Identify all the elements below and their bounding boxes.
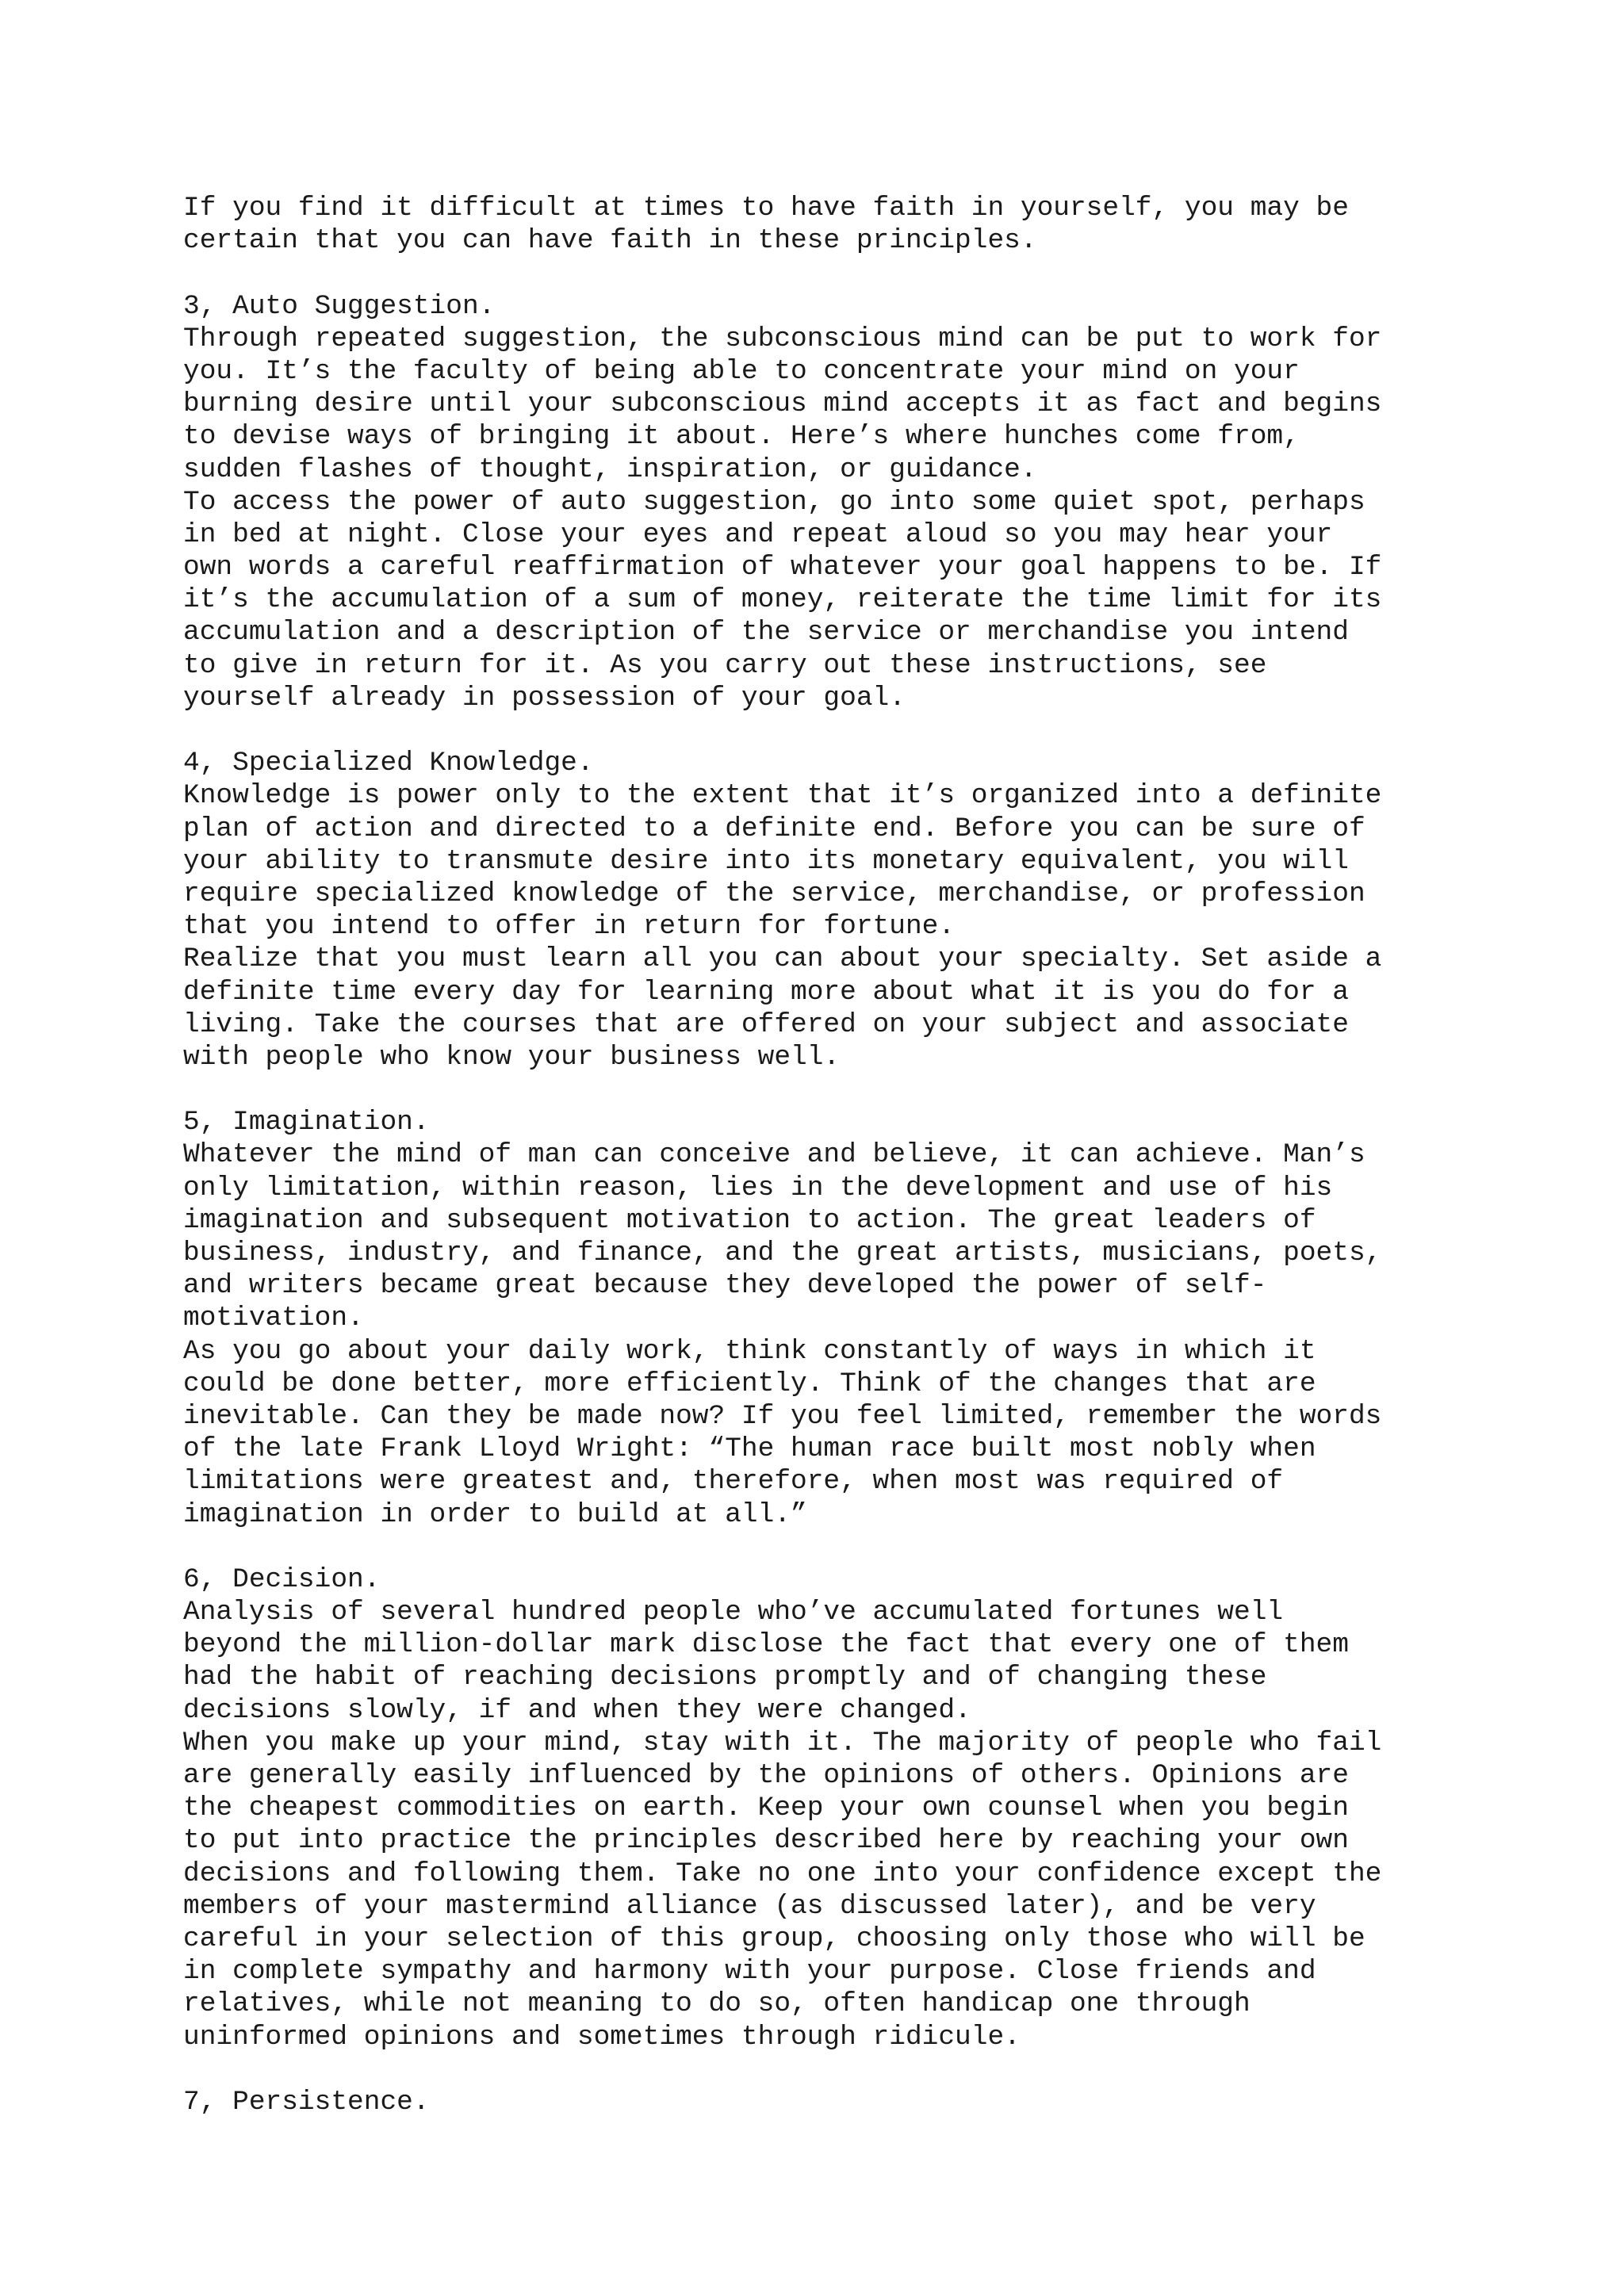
document-body (183, 192, 1484, 2118)
text-line: yourself already in possession of your goal. (183, 682, 906, 714)
section-persistence (183, 2086, 1484, 2118)
text-line: uninformed opinions and sometimes through ridicule. (183, 2021, 1021, 2053)
text-line: in complete sympathy and harmony with your purpose. Close friends and (183, 1956, 1316, 1988)
paragraph-gap (183, 714, 1484, 747)
text-line: decisions and following them. Take no one into your confidence except the (183, 1858, 1382, 1889)
text-line: had the habit of reaching decisions promptly and of changing these (183, 1662, 1267, 1693)
text-line: burning desire until your subconscious mind accepts it as fact and begins (183, 388, 1382, 420)
text-line: business, industry, and finance, and the great artists, musicians, poets, (183, 1238, 1382, 1269)
text-line: Through repeated suggestion, the subconscious mind can be put to work for (183, 323, 1382, 354)
section-decision (183, 1563, 1484, 2053)
section-heading: 7, Persistence. (183, 2086, 430, 2118)
text-line: your ability to transmute desire into its monetary equivalent, you will (183, 845, 1349, 877)
intro-paragraph (183, 192, 1484, 257)
text-line: decisions slowly, if and when they were changed. (183, 1694, 971, 1726)
text-line: As you go about your daily work, think constantly of ways in which it (183, 1335, 1316, 1367)
text-line: plan of action and directed to a definite end. Before you can be sure of (183, 813, 1365, 844)
section-heading: 6, Decision. (183, 1563, 381, 1595)
text-line: inevitable. Can they be made now? If you feel limited, remember the words (183, 1400, 1382, 1432)
text-line: could be done better, more efficiently. Think of the changes that are (183, 1368, 1316, 1399)
text-line: Knowledge is power only to the extent that it’s organized into a definite (183, 780, 1382, 812)
text-line: certain that you can have faith in these principles. (183, 225, 1037, 257)
text-line: require specialized knowledge of the service, merchandise, or profession (183, 878, 1365, 909)
text-line: To access the power of auto suggestion, go into some quiet spot, perhaps (183, 486, 1365, 518)
text-line: If you find it difficult at times to have faith in yourself, you may be (183, 193, 1349, 224)
paragraph-gap (183, 1531, 1484, 1563)
text-line: and writers became great because they developed the power of self- (183, 1270, 1267, 1302)
text-line: the cheapest commodities on earth. Keep your own counsel when you begin (183, 1793, 1349, 1824)
section-auto-suggestion (183, 290, 1484, 714)
text-line: limitations were greatest and, therefore, when most was required of (183, 1466, 1284, 1498)
text-line: definite time every day for learning more about what it is you do for a (183, 976, 1349, 1008)
text-line: careful in your selection of this group, choosing only those who will be (183, 1923, 1365, 1954)
text-line: Whatever the mind of man can conceive and believe, it can achieve. Man’s (183, 1139, 1365, 1171)
text-line: it’s the accumulation of a sum of money, reiterate the time limit for its (183, 584, 1382, 616)
text-line: own words a careful reaffirmation of whatever your goal happens to be. If (183, 552, 1382, 584)
section-heading: 3, Auto Suggestion. (183, 290, 496, 322)
paragraph-gap (183, 1073, 1484, 1106)
text-line: in bed at night. Close your eyes and repeat aloud so you may hear your (183, 519, 1333, 550)
text-line: to give in return for it. As you carry out these instructions, see (183, 649, 1267, 681)
section-heading: 5, Imagination. (183, 1107, 430, 1138)
text-line: beyond the million-dollar mark disclose the fact that every one of them (183, 1629, 1349, 1661)
text-line: that you intend to offer in return for fortune. (183, 911, 956, 943)
text-line: with people who know your business well. (183, 1041, 841, 1073)
section-heading: 4, Specialized Knowledge. (183, 748, 594, 779)
text-line: of the late Frank Lloyd Wright: “The human race built most nobly when (183, 1433, 1316, 1465)
text-line: living. Take the courses that are offered on your subject and associate (183, 1008, 1349, 1040)
text-line: members of your mastermind alliance (as discussed later), and be very (183, 1890, 1316, 1922)
text-line: to put into practice the principles described here by reaching your own (183, 1825, 1349, 1857)
text-line: you. It’s the faculty of being able to concentrate your mind on your (183, 355, 1300, 387)
text-line: imagination in order to build at all.” (183, 1498, 807, 1530)
text-line: motivation. (183, 1303, 364, 1334)
text-line: When you make up your mind, stay with it. The majority of people who fail (183, 1727, 1382, 1758)
text-line: Analysis of several hundred people who’ve accumulated fortunes well (183, 1597, 1284, 1628)
text-line: are generally easily influenced by the opinions of others. Opinions are (183, 1760, 1349, 1791)
section-specialized-knowledge (183, 747, 1484, 1073)
text-line: Realize that you must learn all you can about your specialty. Set aside a (183, 943, 1382, 975)
paragraph-gap (183, 257, 1484, 289)
text-line: only limitation, within reason, lies in the development and use of his (183, 1172, 1333, 1203)
paragraph-gap (183, 2053, 1484, 2086)
text-line: relatives, while not meaning to do so, often handicap one through (183, 1988, 1251, 2020)
text-line: accumulation and a description of the service or merchandise you intend (183, 617, 1349, 649)
section-imagination (183, 1106, 1484, 1530)
text-line: sudden flashes of thought, inspiration, or guidance. (183, 453, 1037, 485)
text-line: to devise ways of bringing it about. Here’s where hunches come from, (183, 421, 1300, 453)
text-line: imagination and subsequent motivation to action. The great leaders of (183, 1204, 1316, 1236)
